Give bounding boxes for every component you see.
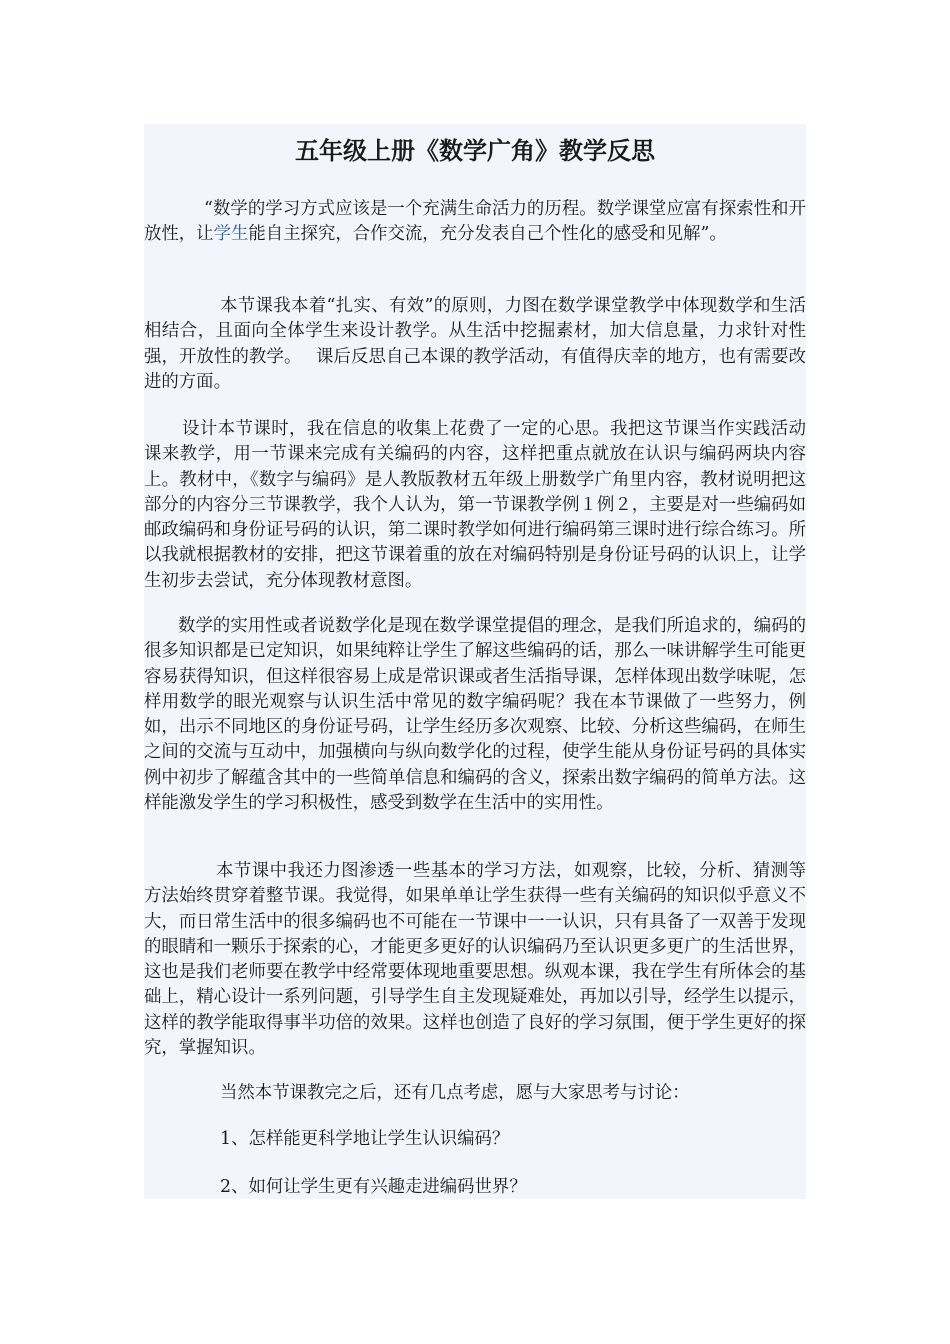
quote-text-start: “数学的学习方式应该是一个充满生命活力的历程。数学课堂应富有探索性和开放性，让 [144, 199, 806, 245]
paragraph-principle: 本节课我本着“扎实、有效”的原则，力图在数学课堂教学中体现数学和生活相结合，且面向全体学生来设计教学。从生活中挖掘素材，加大信息量，力求针对性强，开放性的教学。 课后反思自己本课的教学活动，有值得庆幸的地方，也有需要改进的方面。 [144, 296, 806, 392]
question-item: 1、怎样能更科学地让学生认识编码？ [220, 1129, 510, 1149]
quote-highlight-link[interactable]: 学生 [213, 224, 249, 245]
page-title: 五年级上册《数学广角》教学反思 [295, 136, 655, 165]
closing-intro: 当然本节课教完之后，还有几点考虑，愿与大家思考与讨论： [220, 1083, 690, 1103]
paragraph-design: 设计本节课时，我在信息的收集上花费了一定的心思。我把这节课当作实践活动课来教学，用一节课来完成有关编码的内容，这样把重点就放在认识与编码两块内容上。教材中，《数字与编码》是人教版教材五年级上册数学广角里内容，教材说明把这部分的内容分三节课教学，我个人认为，第一节课教学例１例２，主要是对一些编码如邮政编码和身份证号码的认识，第二课时教学如何进行编码第三课时进行综合练习。所以我就根据教材的安排，把这节课着重的放在对编码特别是身份证号码的认识上，让学生初步去尝试，充分体现教材意图。 [144, 419, 806, 591]
paragraph-practicality: 数学的实用性或者说数学化是现在数学课堂提倡的理念，是我们所追求的，编码的很多知识都是已定知识，如果纯粹让学生了解这些编码的话，那么一味讲解学生可能更容易获得知识，但这样很容易上成是常识课或者生活指导课，怎样体现出数学味呢，怎样用数学的眼光观察与认识生活中常见的数字编码呢？我在本节课做了一些努力，例如，出示不同地区的身份证号码，让学生经历多次观察、比较、分析这些编码，在师生之间的交流与互动中，加强横向与纵向数学化的过程，使学生能从身份证号码的具体实例中初步了解蕴含其中的一些简单信息和编码的含义，探索出数字编码的简单方法。这样能激发学生的学习积极性，感受到数学在生活中的实用性。 [144, 616, 806, 814]
quote-text-end: 能自主探究，合作交流，充分发表自己个性化的感受和见解”。 [248, 224, 727, 245]
paragraph-methods: 本节课中我还力图渗透一些基本的学习方法，如观察，比较，分析、猜测等方法始终贯穿着整节课。我觉得，如果单单让学生获得一些有关编码的知识似乎意义不大，而日常生活中的很多编码也不可能在一节课中一一认识，只有具备了一双善于发现的眼睛和一颗乐于探索的心，才能更多更好的认识编码乃至认识更多更广的生活世界，这也是我们老师要在教学中经常要体现地重要思想。纵观本课，我在学生有所体会的基础上，精心设计一系列问题，引导学生自主发现疑难处，再加以引导，经学生以提示，这样的教学能取得事半功倍的效果。这样也创造了良好的学习氛围，便于学生更好的探究，掌握知识。 [144, 861, 806, 1059]
question-item: 2、如何让学生更有兴趣走进编码世界？ [220, 1177, 527, 1197]
quote-paragraph [144, 197, 806, 248]
